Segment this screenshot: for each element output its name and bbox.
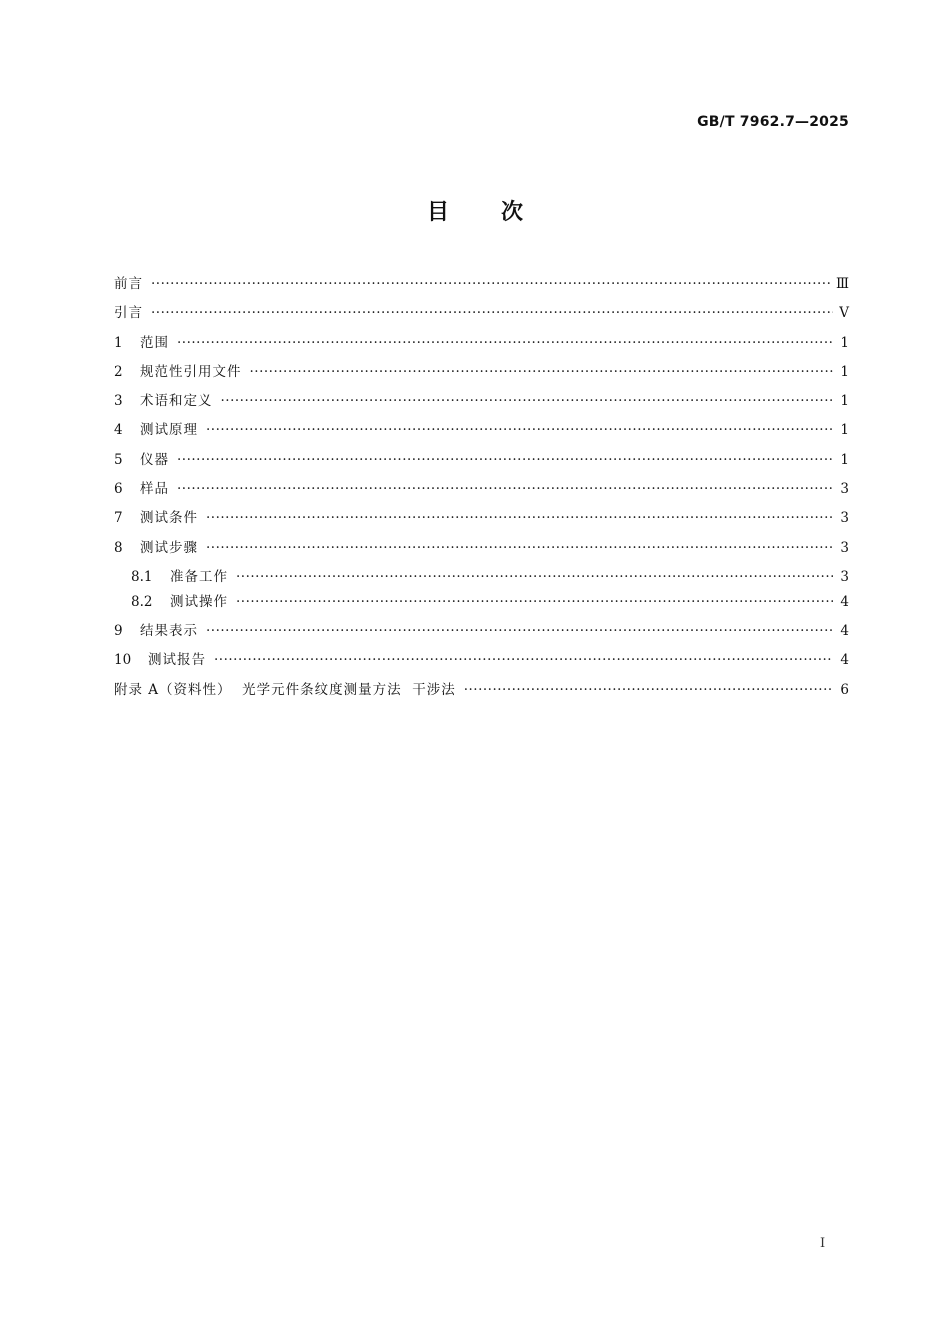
toc-entry-7[interactable] <box>114 507 849 536</box>
toc-entry-number: 8.2 <box>131 593 153 610</box>
toc-leader-dots <box>177 449 833 471</box>
toc-leader-dots <box>151 302 833 324</box>
toc-entry-8[interactable] <box>114 537 849 566</box>
toc-entry-label: 术语和定义 <box>140 393 213 410</box>
toc-entry-page: 4 <box>840 622 849 639</box>
toc-entry-page: Ⅴ <box>839 305 849 322</box>
toc-leader-dots <box>206 537 833 559</box>
toc-entry-foreword[interactable] <box>114 273 849 302</box>
page-number: I <box>820 1236 826 1251</box>
toc-entry-page: 3 <box>840 568 849 585</box>
toc-entry-6[interactable] <box>114 478 849 507</box>
toc-entry-page: 6 <box>840 681 849 698</box>
toc-entry-page: 1 <box>840 451 849 468</box>
toc-entry-number: 2 <box>114 363 123 380</box>
toc-entry-page: 3 <box>840 539 849 556</box>
toc-leader-dots <box>177 332 833 354</box>
toc-entry-number: 4 <box>114 422 123 439</box>
toc-entry-3[interactable] <box>114 390 849 419</box>
toc-leader-dots <box>206 419 833 441</box>
toc-leader-dots <box>206 620 833 642</box>
toc-entry-number: 6 <box>114 481 123 498</box>
toc-entry-label: 前言 <box>114 276 143 292</box>
table-of-contents <box>114 273 849 708</box>
toc-entry-label: 测试报告 <box>148 652 206 669</box>
toc-entry-8-2[interactable] <box>114 591 849 616</box>
page-title: 目次 <box>426 200 575 225</box>
toc-entry-label: 结果表示 <box>140 622 198 639</box>
toc-entry-number: 10 <box>114 652 132 669</box>
toc-entry-label: 范围 <box>140 334 169 351</box>
toc-entry-number: 8.1 <box>131 568 153 585</box>
toc-entry-5[interactable] <box>114 449 849 478</box>
toc-entry-page: 1 <box>840 422 849 439</box>
toc-entry-label: 附录 A（资料性） 光学元件条纹度测量方法 干涉法 <box>114 681 456 698</box>
toc-leader-dots <box>214 649 833 671</box>
toc-entry-annex-a[interactable] <box>114 679 849 708</box>
toc-entry-label: 准备工作 <box>170 568 228 585</box>
toc-entry-label: 测试操作 <box>170 593 228 610</box>
toc-entry-label: 测试原理 <box>140 422 198 439</box>
toc-entry-number: 5 <box>114 451 123 468</box>
toc-entry-number: 9 <box>114 622 123 639</box>
toc-entry-number: 3 <box>114 393 123 410</box>
toc-entry-8-1[interactable] <box>114 566 849 591</box>
toc-entry-page: 1 <box>840 363 849 380</box>
toc-entry-number: 7 <box>114 510 123 527</box>
toc-entry-page: 4 <box>840 593 849 610</box>
toc-leader-dots <box>250 361 834 383</box>
toc-leader-dots <box>221 390 834 412</box>
toc-entry-10[interactable] <box>114 649 849 678</box>
toc-entry-number: 8 <box>114 539 123 556</box>
toc-entry-label: 测试条件 <box>140 510 198 527</box>
toc-leader-dots <box>177 478 833 500</box>
toc-entry-4[interactable] <box>114 419 849 448</box>
toc-leader-dots <box>151 273 830 295</box>
toc-entry-label: 规范性引用文件 <box>140 363 242 380</box>
toc-entry-label: 仪器 <box>140 451 169 468</box>
toc-leader-dots <box>236 566 833 588</box>
toc-leader-dots <box>464 679 833 701</box>
toc-entry-number: 1 <box>114 334 123 351</box>
toc-entry-page: 1 <box>840 393 849 410</box>
toc-entry-page: 3 <box>840 510 849 527</box>
toc-entry-label: 引言 <box>114 305 143 322</box>
toc-entry-9[interactable] <box>114 620 849 649</box>
toc-entry-label: 样品 <box>140 481 169 498</box>
toc-entry-label: 测试步骤 <box>140 539 198 556</box>
standard-code: GB/T 7962.7—2025 <box>697 114 849 130</box>
toc-entry-1[interactable] <box>114 332 849 361</box>
toc-entry-page: 3 <box>840 481 849 498</box>
toc-entry-page: Ⅲ <box>835 276 849 292</box>
toc-entry-page: 4 <box>840 652 849 669</box>
toc-leader-dots <box>236 591 833 613</box>
toc-leader-dots <box>206 507 833 529</box>
toc-entry-introduction[interactable] <box>114 302 849 331</box>
toc-entry-page: 1 <box>840 334 849 351</box>
toc-entry-2[interactable] <box>114 361 849 390</box>
